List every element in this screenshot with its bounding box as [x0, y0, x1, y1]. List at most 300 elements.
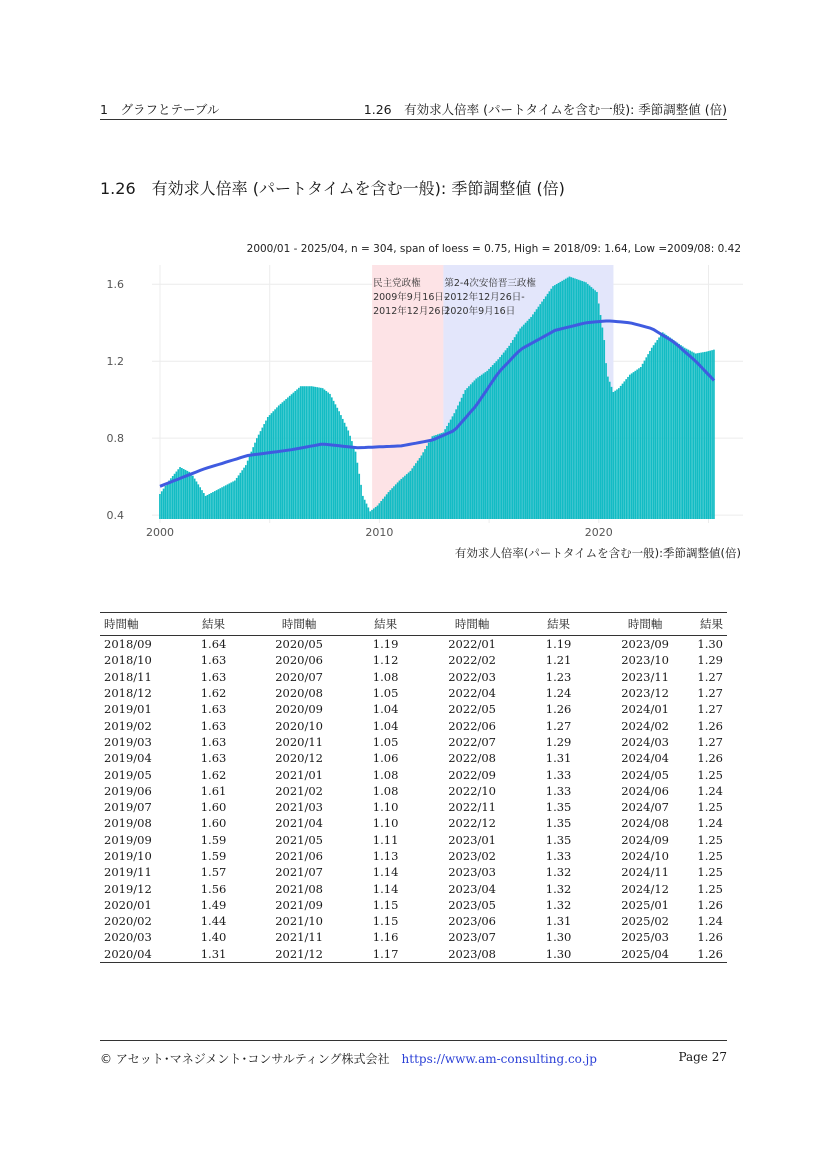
table-cell: 1.32 [545, 881, 572, 896]
table-cell: 2020/12 [275, 751, 323, 766]
data-bar [603, 340, 605, 519]
y-tick-label: 1.2 [106, 355, 124, 369]
data-bar [188, 472, 190, 519]
data-bar [302, 386, 304, 519]
data-bar [272, 411, 274, 519]
data-bar [201, 490, 203, 519]
table-row [100, 897, 727, 913]
data-bar [640, 367, 642, 519]
data-bar [675, 341, 677, 519]
data-bar [280, 404, 282, 519]
table-header-row [100, 613, 727, 636]
table-cell: 2020/09 [275, 702, 323, 717]
data-bar [386, 494, 388, 519]
data-bar [298, 388, 300, 519]
data-bar [642, 364, 644, 519]
table-cell: 1.11 [372, 832, 399, 847]
table-cell: 2022/03 [448, 669, 496, 684]
table-cell: 1.05 [372, 686, 399, 701]
table-cell: 1.08 [372, 669, 399, 684]
data-bar [362, 496, 364, 519]
table-cell: 2021/12 [251, 946, 348, 963]
data-bar [560, 282, 562, 519]
table-cell: 2024/06 [621, 783, 669, 798]
table-row [100, 848, 727, 864]
data-bar [177, 469, 179, 519]
table-cell: 1.63 [200, 734, 227, 749]
data-bar [474, 380, 476, 519]
table-cell: 1.35 [545, 816, 572, 831]
data-bar [294, 391, 296, 519]
data-bar [686, 349, 688, 519]
data-bar [192, 476, 194, 519]
data-bar [623, 381, 625, 519]
data-bar [658, 337, 660, 519]
data-bar [572, 278, 574, 519]
data-bar [625, 379, 627, 519]
data-bar [426, 446, 428, 519]
table-cell: 1.29 [545, 734, 572, 749]
data-bar [322, 388, 324, 519]
data-bar [218, 489, 220, 519]
table-cell: 2020/02 [104, 914, 152, 929]
data-bar [512, 340, 514, 519]
data-bar [413, 466, 415, 519]
table-row [100, 766, 727, 782]
table-cell: 1.31 [545, 751, 572, 766]
table-cell: 1.57 [200, 865, 227, 880]
data-bar [680, 345, 682, 519]
data-bar [667, 336, 669, 519]
table-body [100, 636, 727, 963]
table-cell: 2023/12 [621, 686, 669, 701]
data-bar [393, 486, 395, 519]
table-cell: 2021/01 [275, 767, 323, 782]
table-cell: 1.29 [697, 653, 723, 668]
data-bar [616, 389, 618, 519]
table-row [100, 685, 727, 701]
table-cell: 2025/02 [621, 914, 669, 929]
data-bar [589, 286, 591, 519]
table-cell: 2021/09 [275, 897, 323, 912]
data-bar [267, 417, 269, 519]
data-bar [532, 314, 534, 519]
data-bar [258, 435, 260, 519]
table-cell: 1.16 [372, 930, 399, 945]
data-bar [527, 321, 529, 519]
data-bar [514, 337, 516, 519]
data-bar [245, 465, 247, 519]
data-bar [508, 346, 510, 519]
data-bar [371, 510, 373, 519]
data-bar [212, 492, 214, 519]
data-bar [539, 304, 541, 519]
data-bar [466, 388, 468, 519]
annotation-label: 民主党政権 [373, 278, 421, 289]
data-bar [300, 386, 302, 519]
data-bar [296, 389, 298, 519]
table-cell: 2020/11 [275, 734, 323, 749]
table-cell: 1.25 [697, 800, 723, 815]
table-cell: 1.33 [545, 849, 572, 863]
table-row [100, 783, 727, 799]
table-cell: 1.56 [200, 881, 227, 896]
y-tick-label: 0.8 [106, 432, 124, 446]
data-bar [285, 399, 287, 519]
table-cell: 2019/09 [104, 832, 152, 847]
data-bar [530, 317, 532, 519]
table-cell: 1.30 [545, 930, 572, 945]
data-bar [578, 280, 580, 519]
data-bar [598, 303, 600, 519]
data-bar [673, 340, 675, 519]
data-bar [702, 352, 704, 519]
table-cell: 1.27 [697, 669, 723, 684]
table-cell: 1.26 [697, 897, 723, 912]
data-bar [304, 386, 306, 519]
table-cell: 2023/08 [424, 946, 521, 963]
table-cell: 1.63 [200, 669, 227, 684]
data-bar [622, 384, 624, 519]
table-row [100, 946, 727, 963]
data-bar [570, 277, 572, 519]
table-cell: 2020/01 [104, 897, 152, 912]
data-bar [567, 278, 569, 519]
data-bar [373, 508, 375, 519]
data-bar [660, 335, 662, 519]
data-bar [618, 388, 620, 519]
table-cell: 2023/03 [448, 865, 496, 880]
table-cell: 2019/01 [104, 702, 152, 717]
table-cell: 2020/04 [100, 946, 176, 963]
data-bar [664, 334, 666, 519]
table-cell: 2023/05 [448, 897, 496, 912]
data-bar [490, 367, 492, 519]
data-bar [252, 447, 254, 519]
data-bar [346, 427, 348, 519]
data-bar [698, 353, 700, 519]
data-bar [276, 407, 278, 519]
table-cell: 1.19 [372, 637, 399, 652]
data-bar [360, 485, 362, 519]
data-bar [353, 446, 355, 519]
table-cell: 2021/04 [275, 816, 323, 831]
data-bar [399, 481, 401, 519]
data-bar [581, 281, 583, 519]
results-table [100, 612, 727, 963]
data-bar [633, 372, 635, 519]
x-tick-label: 2020 [584, 526, 613, 539]
data-bar [336, 408, 338, 519]
data-bar [329, 394, 331, 519]
data-bar [358, 474, 360, 519]
data-bar [656, 340, 658, 519]
table-cell: 1.23 [545, 669, 572, 684]
table-row [100, 864, 727, 880]
data-bar [563, 280, 565, 519]
table-header-cell: 時間軸 [424, 613, 521, 636]
table-cell: 1.25 [697, 767, 723, 782]
table-cell: 1.63 [200, 653, 227, 668]
data-bar [677, 343, 679, 519]
table-cell: 2019/05 [104, 767, 152, 782]
data-bar [274, 409, 276, 519]
footer-url-link[interactable]: https://www.am-consulting.co.jp [401, 1052, 597, 1066]
table-row [100, 669, 727, 685]
table-cell: 1.08 [372, 767, 399, 782]
data-bar [395, 484, 397, 519]
data-bar [649, 351, 651, 519]
data-bar [320, 388, 322, 519]
table-cell: 2024/01 [621, 702, 669, 717]
data-bar [552, 286, 554, 519]
data-bar [477, 377, 479, 519]
table-row [100, 799, 727, 815]
table-cell: 2025/04 [597, 946, 694, 963]
data-bar [594, 290, 596, 519]
data-bar [580, 280, 582, 519]
data-bar [442, 432, 444, 519]
data-bar [634, 371, 636, 519]
table-cell: 1.27 [697, 702, 723, 717]
table-row [100, 750, 727, 766]
data-bar [391, 488, 393, 519]
table-cell: 2024/07 [621, 800, 669, 815]
table-cell: 2021/07 [275, 865, 323, 880]
table-header-cell: 結果 [693, 613, 727, 636]
data-bar [499, 357, 501, 519]
data-bar [459, 402, 461, 519]
table-cell: 1.08 [372, 783, 399, 798]
data-bar [342, 419, 344, 519]
table-cell: 1.26 [693, 946, 727, 963]
data-bar [528, 319, 530, 519]
data-bar [382, 499, 384, 519]
data-bar [364, 500, 366, 519]
data-bar [541, 302, 543, 519]
table-row [100, 652, 727, 668]
table-cell: 1.14 [372, 865, 399, 880]
data-bar [287, 397, 289, 519]
x-tick-label: 2000 [146, 526, 174, 539]
x-axis-label: 有効求人倍率(パートタイムを含む一般):季節調整値(倍) [454, 546, 741, 560]
data-bar [607, 377, 609, 519]
data-bar [704, 352, 706, 519]
table-cell: 1.24 [697, 914, 723, 929]
table-cell: 1.26 [697, 930, 723, 945]
table-cell: 2018/10 [104, 653, 152, 668]
data-bar [388, 492, 390, 519]
table-cell: 2024/08 [621, 816, 669, 831]
data-bar [190, 473, 192, 519]
data-bar [243, 468, 245, 519]
table-header-cell: 結果 [347, 613, 423, 636]
table-cell: 1.25 [697, 849, 723, 863]
data-bar [313, 387, 315, 519]
data-bar [519, 329, 521, 520]
data-bar [506, 348, 508, 519]
data-bar [596, 292, 598, 519]
table-cell: 2020/03 [104, 930, 152, 945]
data-bar [556, 284, 558, 519]
table-row [100, 929, 727, 945]
data-bar [159, 494, 161, 519]
data-bar [446, 426, 448, 519]
data-bar [216, 490, 218, 519]
data-bar [238, 475, 240, 519]
table-cell: 1.62 [200, 767, 227, 782]
footer-copyright: © アセット･マネジメント･コンサルティング株式会社 [100, 1052, 390, 1066]
data-bar [496, 361, 498, 519]
data-bar [666, 335, 668, 519]
y-axis-ticks [107, 278, 125, 522]
data-bar [448, 423, 450, 519]
table-cell: 1.25 [697, 832, 723, 847]
data-bar [389, 490, 391, 519]
data-bar [631, 373, 633, 519]
data-bar [219, 488, 221, 519]
data-bar [441, 433, 443, 519]
table-cell: 1.26 [697, 718, 723, 733]
annotation-label: 2020年9月16日 [444, 306, 516, 317]
table-header-cell: 時間軸 [100, 613, 176, 636]
data-bar [163, 489, 165, 519]
data-bar [415, 463, 417, 519]
data-bar [419, 458, 421, 519]
data-bar [324, 390, 326, 519]
data-bar [424, 449, 426, 519]
x-tick-label: 2010 [365, 526, 394, 539]
table-cell: 2023/04 [448, 881, 496, 896]
data-bar [207, 495, 209, 519]
annotation-label: 2012年12月26日- [444, 292, 525, 303]
data-bar [263, 424, 265, 519]
data-bar [682, 346, 684, 519]
data-bar [406, 474, 408, 519]
table-row [100, 636, 727, 653]
table-header-cell: 結果 [176, 613, 251, 636]
data-bar [574, 278, 576, 519]
data-bar [307, 386, 309, 519]
footer [100, 1040, 727, 1067]
data-bar [271, 413, 273, 519]
data-bar [377, 506, 379, 519]
data-bar [282, 402, 284, 519]
table-cell: 2021/05 [275, 832, 323, 847]
table-row [100, 734, 727, 750]
running-header-right: 1.26 有効求人倍率 (パートタイムを含む一般): 季節調整値 (倍) [363, 102, 727, 117]
data-bar [611, 387, 613, 519]
table-cell: 2024/03 [621, 734, 669, 749]
data-bar [700, 353, 702, 519]
table-cell: 2023/10 [621, 653, 669, 668]
table-cell: 1.30 [697, 637, 723, 652]
data-bar [432, 436, 434, 519]
table-cell: 1.14 [372, 881, 399, 896]
data-bar [543, 299, 545, 519]
table-cell: 2020/05 [275, 637, 323, 652]
data-bar [223, 486, 225, 519]
table-cell: 2022/11 [448, 800, 496, 815]
table-cell: 2023/06 [448, 914, 496, 929]
annotation-label: 第2-4次安倍晋三政権 [444, 278, 536, 289]
data-bar [251, 452, 253, 519]
table-cell: 2020/06 [275, 653, 323, 668]
data-bar [486, 371, 488, 519]
data-bar [249, 456, 251, 519]
data-bar [199, 487, 201, 519]
data-bar [289, 396, 291, 519]
section-title [100, 176, 565, 199]
data-bar [197, 484, 199, 519]
data-bar [565, 279, 567, 519]
data-bar [549, 291, 551, 519]
table-cell: 1.25 [697, 881, 723, 896]
table-cell: 2020/07 [275, 669, 323, 684]
data-bar [397, 482, 399, 519]
data-bar [315, 387, 317, 519]
data-bar [351, 441, 353, 519]
data-bar [669, 337, 671, 519]
data-bar [335, 404, 337, 519]
data-bar [678, 344, 680, 519]
data-bar [421, 456, 423, 520]
table-cell: 1.13 [372, 849, 399, 863]
table-cell: 1.10 [372, 816, 399, 831]
table-cell: 2021/06 [275, 849, 323, 863]
data-bar [327, 392, 329, 519]
x-axis-ticks [146, 526, 613, 539]
data-bar [331, 397, 333, 519]
data-bar [366, 504, 368, 519]
table-cell: 1.31 [545, 914, 572, 929]
table-cell: 2023/09 [621, 637, 669, 652]
data-bar [583, 282, 585, 519]
data-bar [627, 377, 629, 519]
data-bar [187, 471, 189, 519]
data-bar [609, 382, 611, 519]
data-bar [554, 285, 556, 519]
data-bar [689, 351, 691, 519]
data-bar [357, 463, 359, 519]
data-bar [411, 468, 413, 519]
data-bar [170, 478, 172, 519]
y-tick-label: 0.4 [106, 509, 124, 523]
data-bar [620, 386, 622, 519]
data-bar [561, 281, 563, 519]
data-bar [523, 325, 525, 519]
data-bar [437, 434, 439, 519]
table-cell: 1.60 [200, 816, 227, 831]
data-bar [232, 481, 234, 519]
data-bar [260, 431, 262, 519]
table-cell: 1.35 [545, 832, 572, 847]
table-cell: 2018/09 [104, 637, 152, 652]
data-bar [494, 363, 496, 519]
data-bar [638, 368, 640, 519]
data-bar [378, 503, 380, 519]
data-bar [422, 452, 424, 519]
data-bar [558, 283, 560, 519]
table-cell: 1.15 [372, 897, 399, 912]
data-bar [234, 481, 236, 519]
table-cell: 2023/07 [448, 930, 496, 945]
data-bar [472, 382, 474, 519]
table-cell: 1.44 [200, 914, 227, 929]
table-cell: 1.59 [200, 849, 227, 863]
data-bar [417, 461, 419, 519]
table-cell: 1.25 [697, 865, 723, 880]
